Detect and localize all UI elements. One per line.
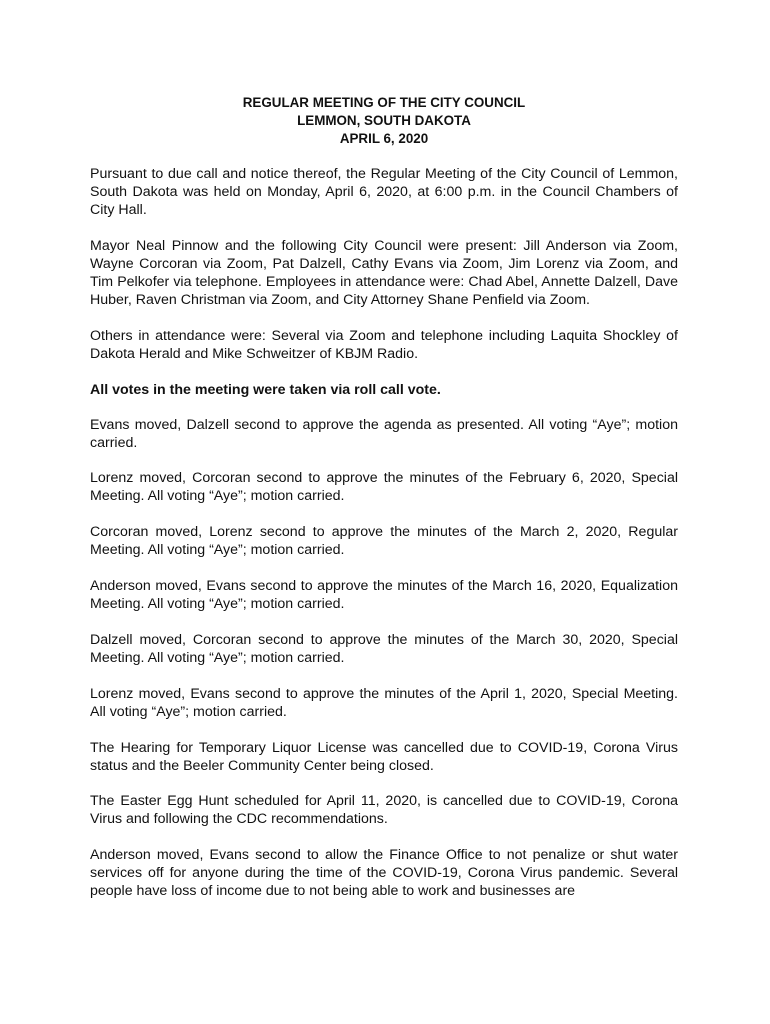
paragraph-water-services-motion: Anderson moved, Evans second to allow the Finance Office to not penalize or shut water services off for anyone during the time of the COVID-19, Corona Virus pandemic. Several people have loss of income due to not being able to work and businesses are: [90, 847, 678, 899]
heading-line-3: APRIL 6, 2020: [339, 131, 429, 146]
document-page: [90, 94, 678, 900]
paragraph-roll-call-note: All votes in the meeting were taken via roll call vote.: [90, 382, 441, 398]
paragraph-easter-egg-hunt: The Easter Egg Hunt scheduled for April 11, 2020, is cancelled due to COVID-19, Corona Virus and following the CDC recommendations.: [90, 793, 678, 827]
paragraph-liquor-license-hearing: The Hearing for Temporary Liquor License was cancelled due to COVID-19, Corona Virus status and the Beeler Community Center being closed.: [90, 740, 678, 774]
paragraph-agenda-motion: Evans moved, Dalzell second to approve the agenda as presented. All voting “Aye”; motion carried.: [90, 417, 678, 451]
paragraph-minutes-apr-1: Lorenz moved, Evans second to approve the minutes of the April 1, 2020, Special Meeting. All voting “Aye”; motion carried.: [90, 686, 678, 720]
paragraph-call-to-order: Pursuant to due call and notice thereof, the Regular Meeting of the City Council of Lemmon, South Dakota was held on Monday, April 6, 2020, at 6:00 p.m. in the Council Chambers of City Hall.: [90, 166, 678, 218]
heading-line-2: LEMMON, SOUTH DAKOTA: [297, 113, 471, 128]
paragraph-minutes-mar-16: Anderson moved, Evans second to approve the minutes of the March 16, 2020, Equalization Meeting. All voting “Aye”; motion carried.: [90, 578, 678, 612]
paragraph-attendance-council: Mayor Neal Pinnow and the following City Council were present: Jill Anderson via Zoom, Wayne Corcoran via Zoom, Pat Dalzell, Cathy Evans via Zoom, Jim Lorenz via Zoom, and Tim Pelkofer via telephone. Employees in attendance were: Chad Abel, Annette Dalzell, Dave Huber, Raven Christman via Zoom, and City Attorney Shane Penfield via Zoom.: [90, 238, 678, 308]
paragraph-minutes-mar-2: Corcoran moved, Lorenz second to approve the minutes of the March 2, 2020, Regular Meeting. All voting “Aye”; motion carried.: [90, 524, 678, 558]
document-heading: [90, 94, 678, 148]
paragraph-attendance-others: Others in attendance were: Several via Zoom and telephone including Laquita Shockley of Dakota Herald and Mike Schweitzer of KBJM Radio.: [90, 328, 678, 362]
heading-line-1: REGULAR MEETING OF THE CITY COUNCIL: [242, 95, 526, 110]
paragraph-minutes-mar-30: Dalzell moved, Corcoran second to approve the minutes of the March 30, 2020, Special Meeting. All voting “Aye”; motion carried.: [90, 632, 678, 666]
paragraph-minutes-feb-6: Lorenz moved, Corcoran second to approve the minutes of the February 6, 2020, Special Meeting. All voting “Aye”; motion carried.: [90, 470, 678, 504]
